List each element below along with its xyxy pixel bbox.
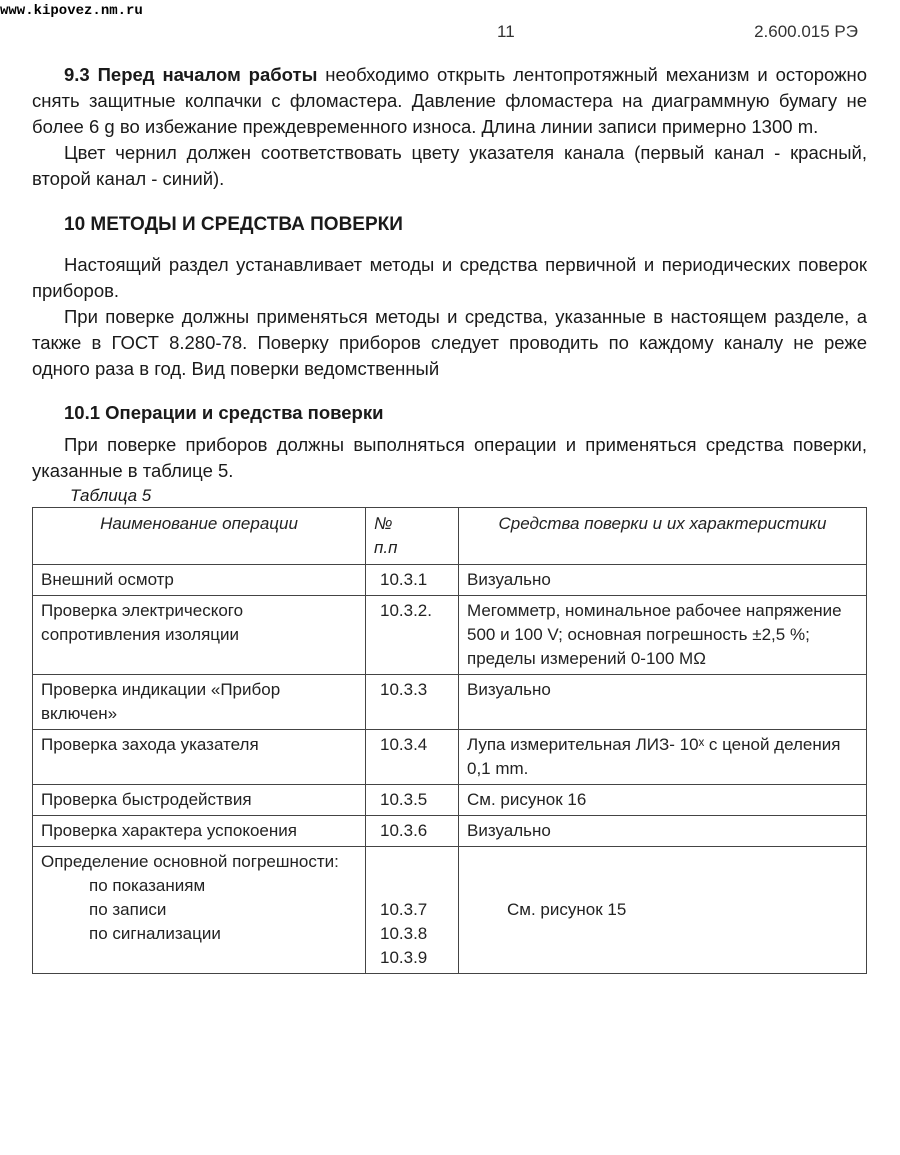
verification-table: [32, 507, 867, 974]
table-row: [33, 730, 867, 785]
cell-number: 10.3.2.: [366, 596, 459, 675]
cell-operation: Проверка индикации «Прибор включен»: [33, 675, 366, 730]
section-9-3-lead: 9.3 Перед началом работы: [64, 64, 318, 85]
sub-number: 10.3.9: [380, 948, 428, 967]
cell-number: 10.3.3: [366, 675, 459, 730]
paragraph-ink-color: Цвет чернил должен соответствовать цвету указателя канала (первый канал - красный, второй канал - синий).: [32, 142, 867, 189]
cell-number: 10.3.6: [366, 816, 459, 847]
cell-number: 10.3.4: [366, 730, 459, 785]
cell-operation: Проверка электрического сопротивления изоляции: [33, 596, 366, 675]
accuracy-intro: Определение основной погрешности:: [41, 852, 339, 871]
cell-means: См. рисунок 15: [459, 847, 867, 974]
table-row: [33, 816, 867, 847]
table-row: [33, 785, 867, 816]
cell-means: См. рисунок 16: [459, 785, 867, 816]
cell-means: Визуально: [459, 565, 867, 596]
section-10-heading: 10 МЕТОДЫ И СРЕДСТВА ПОВЕРКИ: [64, 214, 403, 235]
cell-means: Визуально: [459, 816, 867, 847]
cell-operation: Проверка характера успокоения: [33, 816, 366, 847]
page-number: 11: [497, 22, 515, 41]
cell-operation: Внешний осмотр: [33, 565, 366, 596]
section-9-3-text: необходимо открыть лентопротяжный механизм и осторожно снять защитные колпачки с фломастера. Давление фломастера на диаграммную бумагу не более 6 g во избежание преждевременного износа. Длина линии записи примерно 1300 m.: [32, 64, 867, 137]
header-operation: Наименование операции: [33, 508, 366, 565]
sub-number: 10.3.7: [380, 900, 428, 919]
cell-means: Мегомметр, номинальное рабочее напряжение 500 и 100 V; основная погрешность ±2,5 %; пределы измерений 0-100 MΩ: [459, 596, 867, 675]
site-url: www.kipovez.nm.ru: [0, 3, 143, 19]
sub-item: по записи: [89, 900, 167, 919]
cell-means: Визуально: [459, 675, 867, 730]
cell-number: [366, 847, 459, 974]
cell-means: Лупа измерительная ЛИЗ- 10ˣ с ценой деления 0,1 mm.: [459, 730, 867, 785]
paragraph-10-methods: При поверке должны применяться методы и средства, указанные в настоящем разделе, а также в ГОСТ 8.280-78. Поверку приборов следует проводить по каждому каналу не реже одного раза в год. Вид поверки ведомственный: [32, 306, 867, 379]
table-row-accuracy: [33, 847, 867, 974]
table-header-row: [33, 508, 867, 565]
cell-operation: Проверка захода указателя: [33, 730, 366, 785]
sub-item: по сигнализации: [89, 924, 221, 943]
cell-number: 10.3.5: [366, 785, 459, 816]
paragraph-10-1: При поверке приборов должны выполняться операции и применяться средства поверки, указанные в таблице 5.: [32, 434, 867, 481]
cell-number: 10.3.1: [366, 565, 459, 596]
table-row: [33, 596, 867, 675]
table-row: [33, 675, 867, 730]
paragraph-10-intro: Настоящий раздел устанавливает методы и средства первичной и периодических поверок приборов.: [32, 254, 867, 301]
cell-operation: [33, 847, 366, 974]
document-number: 2.600.015 РЭ: [754, 22, 858, 41]
header-number: № п.п: [366, 508, 459, 565]
section-10-1-heading: 10.1 Операции и средства поверки: [64, 402, 384, 423]
paragraph-9-3: [32, 62, 867, 140]
cell-operation: Проверка быстродействия: [33, 785, 366, 816]
sub-item: по показаниям: [89, 876, 206, 895]
table-row: [33, 565, 867, 596]
table-caption: Таблица 5: [70, 486, 152, 505]
document-body: [32, 62, 867, 974]
sub-number: 10.3.8: [380, 924, 428, 943]
header-means: Средства поверки и их характеристики: [459, 508, 867, 565]
